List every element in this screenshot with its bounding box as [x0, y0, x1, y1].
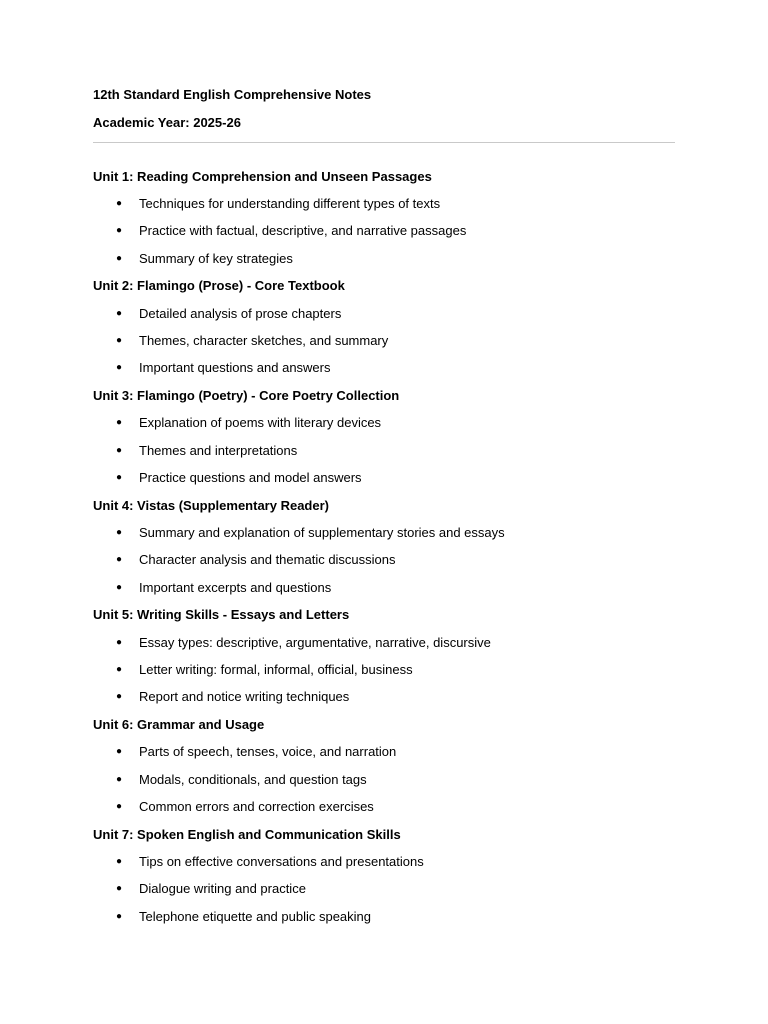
unit-section: [93, 387, 675, 487]
list-item: [93, 634, 675, 652]
list-item-text: Summary of key strategies: [139, 250, 293, 266]
list-item-text: Summary and explanation of supplementary stories and essays: [139, 524, 505, 540]
unit-section: [93, 606, 675, 706]
unit-bullet-list: [93, 853, 675, 926]
list-item: [93, 359, 675, 377]
bullet-icon: ●: [116, 197, 123, 209]
bullet-icon: ●: [116, 883, 123, 895]
bullet-icon: ●: [116, 773, 123, 785]
list-item-text: Parts of speech, tenses, voice, and narration: [139, 744, 397, 760]
academic-year: Academic Year: 2025-26: [93, 114, 241, 130]
unit-heading: Unit 7: Spoken English and Communication Skills: [93, 826, 401, 842]
list-item: [93, 250, 675, 268]
unit-bullet-list: [93, 743, 675, 816]
list-item: [93, 880, 675, 898]
list-item: [93, 414, 675, 432]
list-item: [93, 551, 675, 569]
unit-section: [93, 497, 675, 597]
unit-bullet-list: [93, 305, 675, 378]
unit-heading: Unit 4: Vistas (Supplementary Reader): [93, 497, 329, 513]
horizontal-divider: [93, 142, 675, 143]
bullet-icon: ●: [116, 472, 123, 484]
list-item-text: Report and notice writing techniques: [139, 689, 350, 705]
list-item-text: Practice questions and model answers: [139, 470, 362, 486]
bullet-icon: ●: [116, 252, 123, 264]
list-item: [93, 853, 675, 871]
list-item: [93, 332, 675, 350]
list-item: [93, 688, 675, 706]
list-item: [93, 908, 675, 926]
list-item-text: Telephone etiquette and public speaking: [139, 908, 372, 924]
unit-bullet-list: [93, 634, 675, 707]
list-item: [93, 771, 675, 789]
list-item-text: Themes and interpretations: [139, 442, 298, 458]
list-item-text: Essay types: descriptive, argumentative, narrative, discursive: [139, 634, 491, 650]
unit-section: [93, 716, 675, 816]
list-item-text: Letter writing: formal, informal, official, business: [139, 661, 413, 677]
unit-bullet-list: [93, 524, 675, 597]
list-item: [93, 661, 675, 679]
unit-heading: Unit 6: Grammar and Usage: [93, 716, 265, 732]
bullet-icon: ●: [116, 444, 123, 456]
list-item: [93, 798, 675, 816]
unit-section: [93, 826, 675, 926]
bullet-icon: ●: [116, 526, 123, 538]
list-item: [93, 469, 675, 487]
list-item-text: Detailed analysis of prose chapters: [139, 305, 342, 321]
bullet-icon: ●: [116, 636, 123, 648]
list-item-text: Dialogue writing and practice: [139, 881, 306, 897]
units-list: [93, 168, 675, 926]
list-item-text: Practice with factual, descriptive, and narrative passages: [139, 223, 467, 239]
list-item-text: Important questions and answers: [139, 360, 331, 376]
bullet-icon: ●: [116, 801, 123, 813]
list-item: [93, 743, 675, 761]
list-item: [93, 442, 675, 460]
list-item-text: Modals, conditionals, and question tags: [139, 771, 367, 787]
bullet-icon: ●: [116, 307, 123, 319]
bullet-icon: ●: [116, 554, 123, 566]
list-item-text: Important excerpts and questions: [139, 579, 332, 595]
bullet-icon: ●: [116, 855, 123, 867]
list-item: [93, 305, 675, 323]
list-item: [93, 222, 675, 240]
unit-heading: Unit 5: Writing Skills - Essays and Letters: [93, 607, 350, 623]
bullet-icon: ●: [116, 225, 123, 237]
unit-heading: Unit 1: Reading Comprehension and Unseen Passages: [93, 168, 432, 184]
bullet-icon: ●: [116, 362, 123, 374]
bullet-icon: ●: [116, 581, 123, 593]
bullet-icon: ●: [116, 910, 123, 922]
list-item: [93, 195, 675, 213]
document-body: [93, 86, 675, 926]
list-item-text: Character analysis and thematic discussions: [139, 552, 396, 568]
bullet-icon: ●: [116, 334, 123, 346]
list-item-text: Techniques for understanding different types of texts: [139, 195, 441, 211]
list-item-text: Themes, character sketches, and summary: [139, 332, 389, 348]
unit-heading: Unit 2: Flamingo (Prose) - Core Textbook: [93, 278, 345, 294]
bullet-icon: ●: [116, 663, 123, 675]
bullet-icon: ●: [116, 691, 123, 703]
bullet-icon: ●: [116, 746, 123, 758]
unit-bullet-list: [93, 414, 675, 487]
unit-section: [93, 277, 675, 377]
unit-section: [93, 168, 675, 268]
unit-heading: Unit 3: Flamingo (Poetry) - Core Poetry Collection: [93, 387, 400, 403]
list-item-text: Common errors and correction exercises: [139, 799, 374, 815]
unit-bullet-list: [93, 195, 675, 268]
list-item-text: Tips on effective conversations and presentations: [139, 853, 424, 869]
bullet-icon: ●: [116, 417, 123, 429]
list-item-text: Explanation of poems with literary devices: [139, 415, 382, 431]
list-item: [93, 579, 675, 597]
document-title: 12th Standard English Comprehensive Notes: [93, 87, 372, 102]
list-item: [93, 524, 675, 542]
